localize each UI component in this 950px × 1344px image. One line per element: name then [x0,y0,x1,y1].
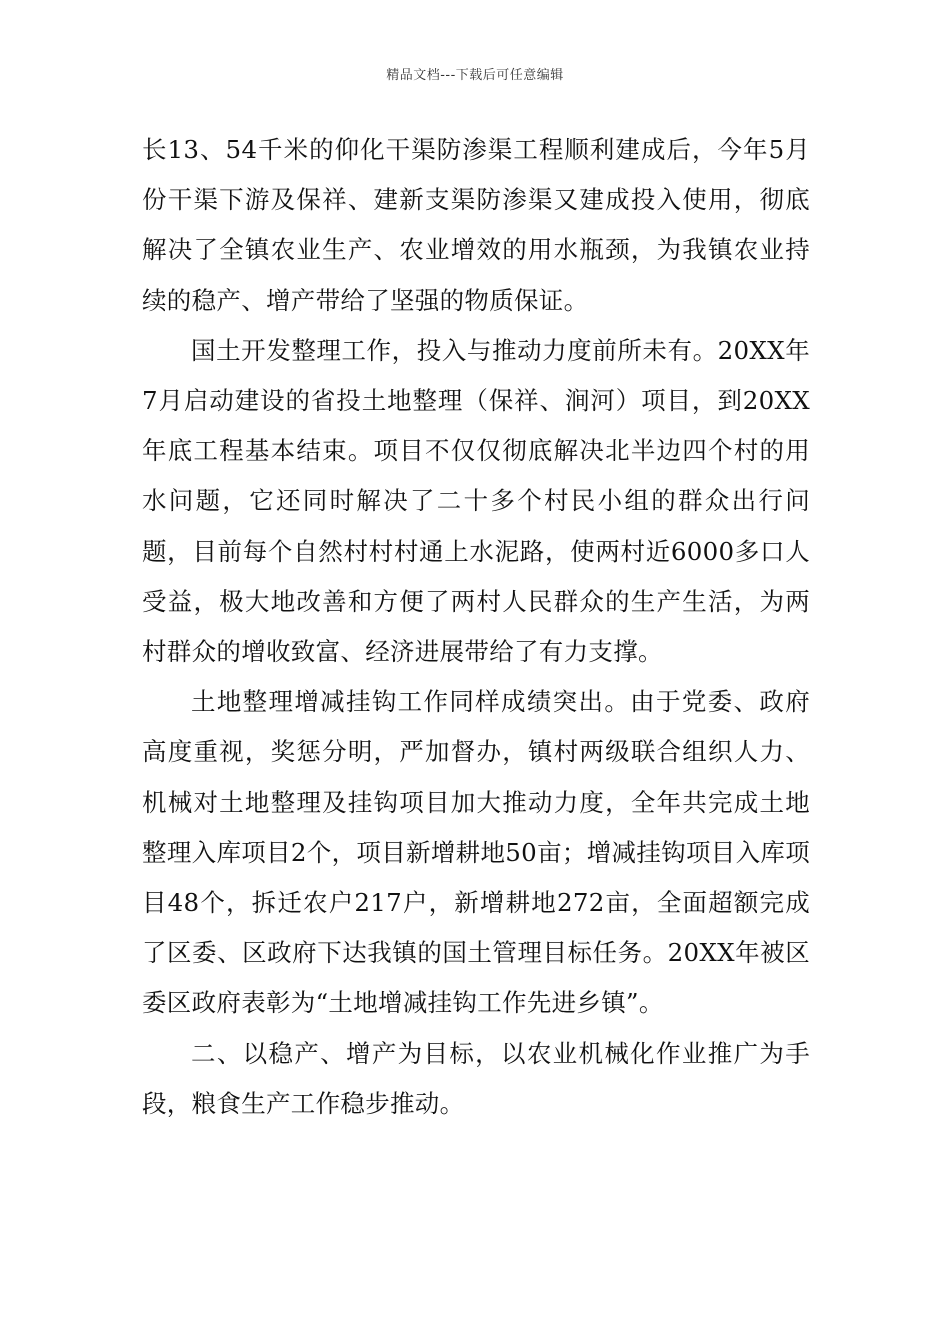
paragraph-4: 二、以稳产、增产为目标，以农业机械化作业推广为手段，粮食生产工作稳步推动。 [142,1038,810,1118]
paragraph-1: 长13、54千米的仰化干渠防渗渠工程顺利建成后，今年5月份干渠下游及保祥、建新支渠防渗渠又建成投入使用，彻底解决了全镇农业生产、农业增效的用水瓶颈，为我镇农业持续的稳产、增产带给了坚强的物质保证。 [142,135,810,315]
page-header: 精品文档---下载后可任意编辑 [386,68,564,83]
paragraph-2: 国土开发整理工作，投入与推动力度前所未有。20XX年7月启动建设的省投土地整理（保祥、涧河）项目，到20XX年底工程基本结束。项目不仅仅彻底解决北半边四个村的用水问题，它还同时解决了二十多个村民小组的群众出行问题，目前每个自然村村村通上水泥路，使两村近6000多口人受益，极大地改善和方便了两村人民群众的生产生活，为两村群众的增收致富、经济进展带给了有力支撑。 [142,335,810,667]
paragraph-3: 土地整理增减挂钩工作同样成绩突出。由于党委、政府高度重视，奖惩分明，严加督办，镇村两级联合组织人力、机械对土地整理及挂钩项目加大推动力度，全年共完成土地整理入库项目2个，项目新增耕地50亩；增减挂钩项目入库项目48个，拆迁农户217户，新增耕地272亩，全面超额完成了区委、区政府下达我镇的国土管理目标任务。20XX年被区委区政府表彰为“土地增减挂钩工作先进乡镇”。 [142,687,810,1018]
document-body [142,125,810,1129]
